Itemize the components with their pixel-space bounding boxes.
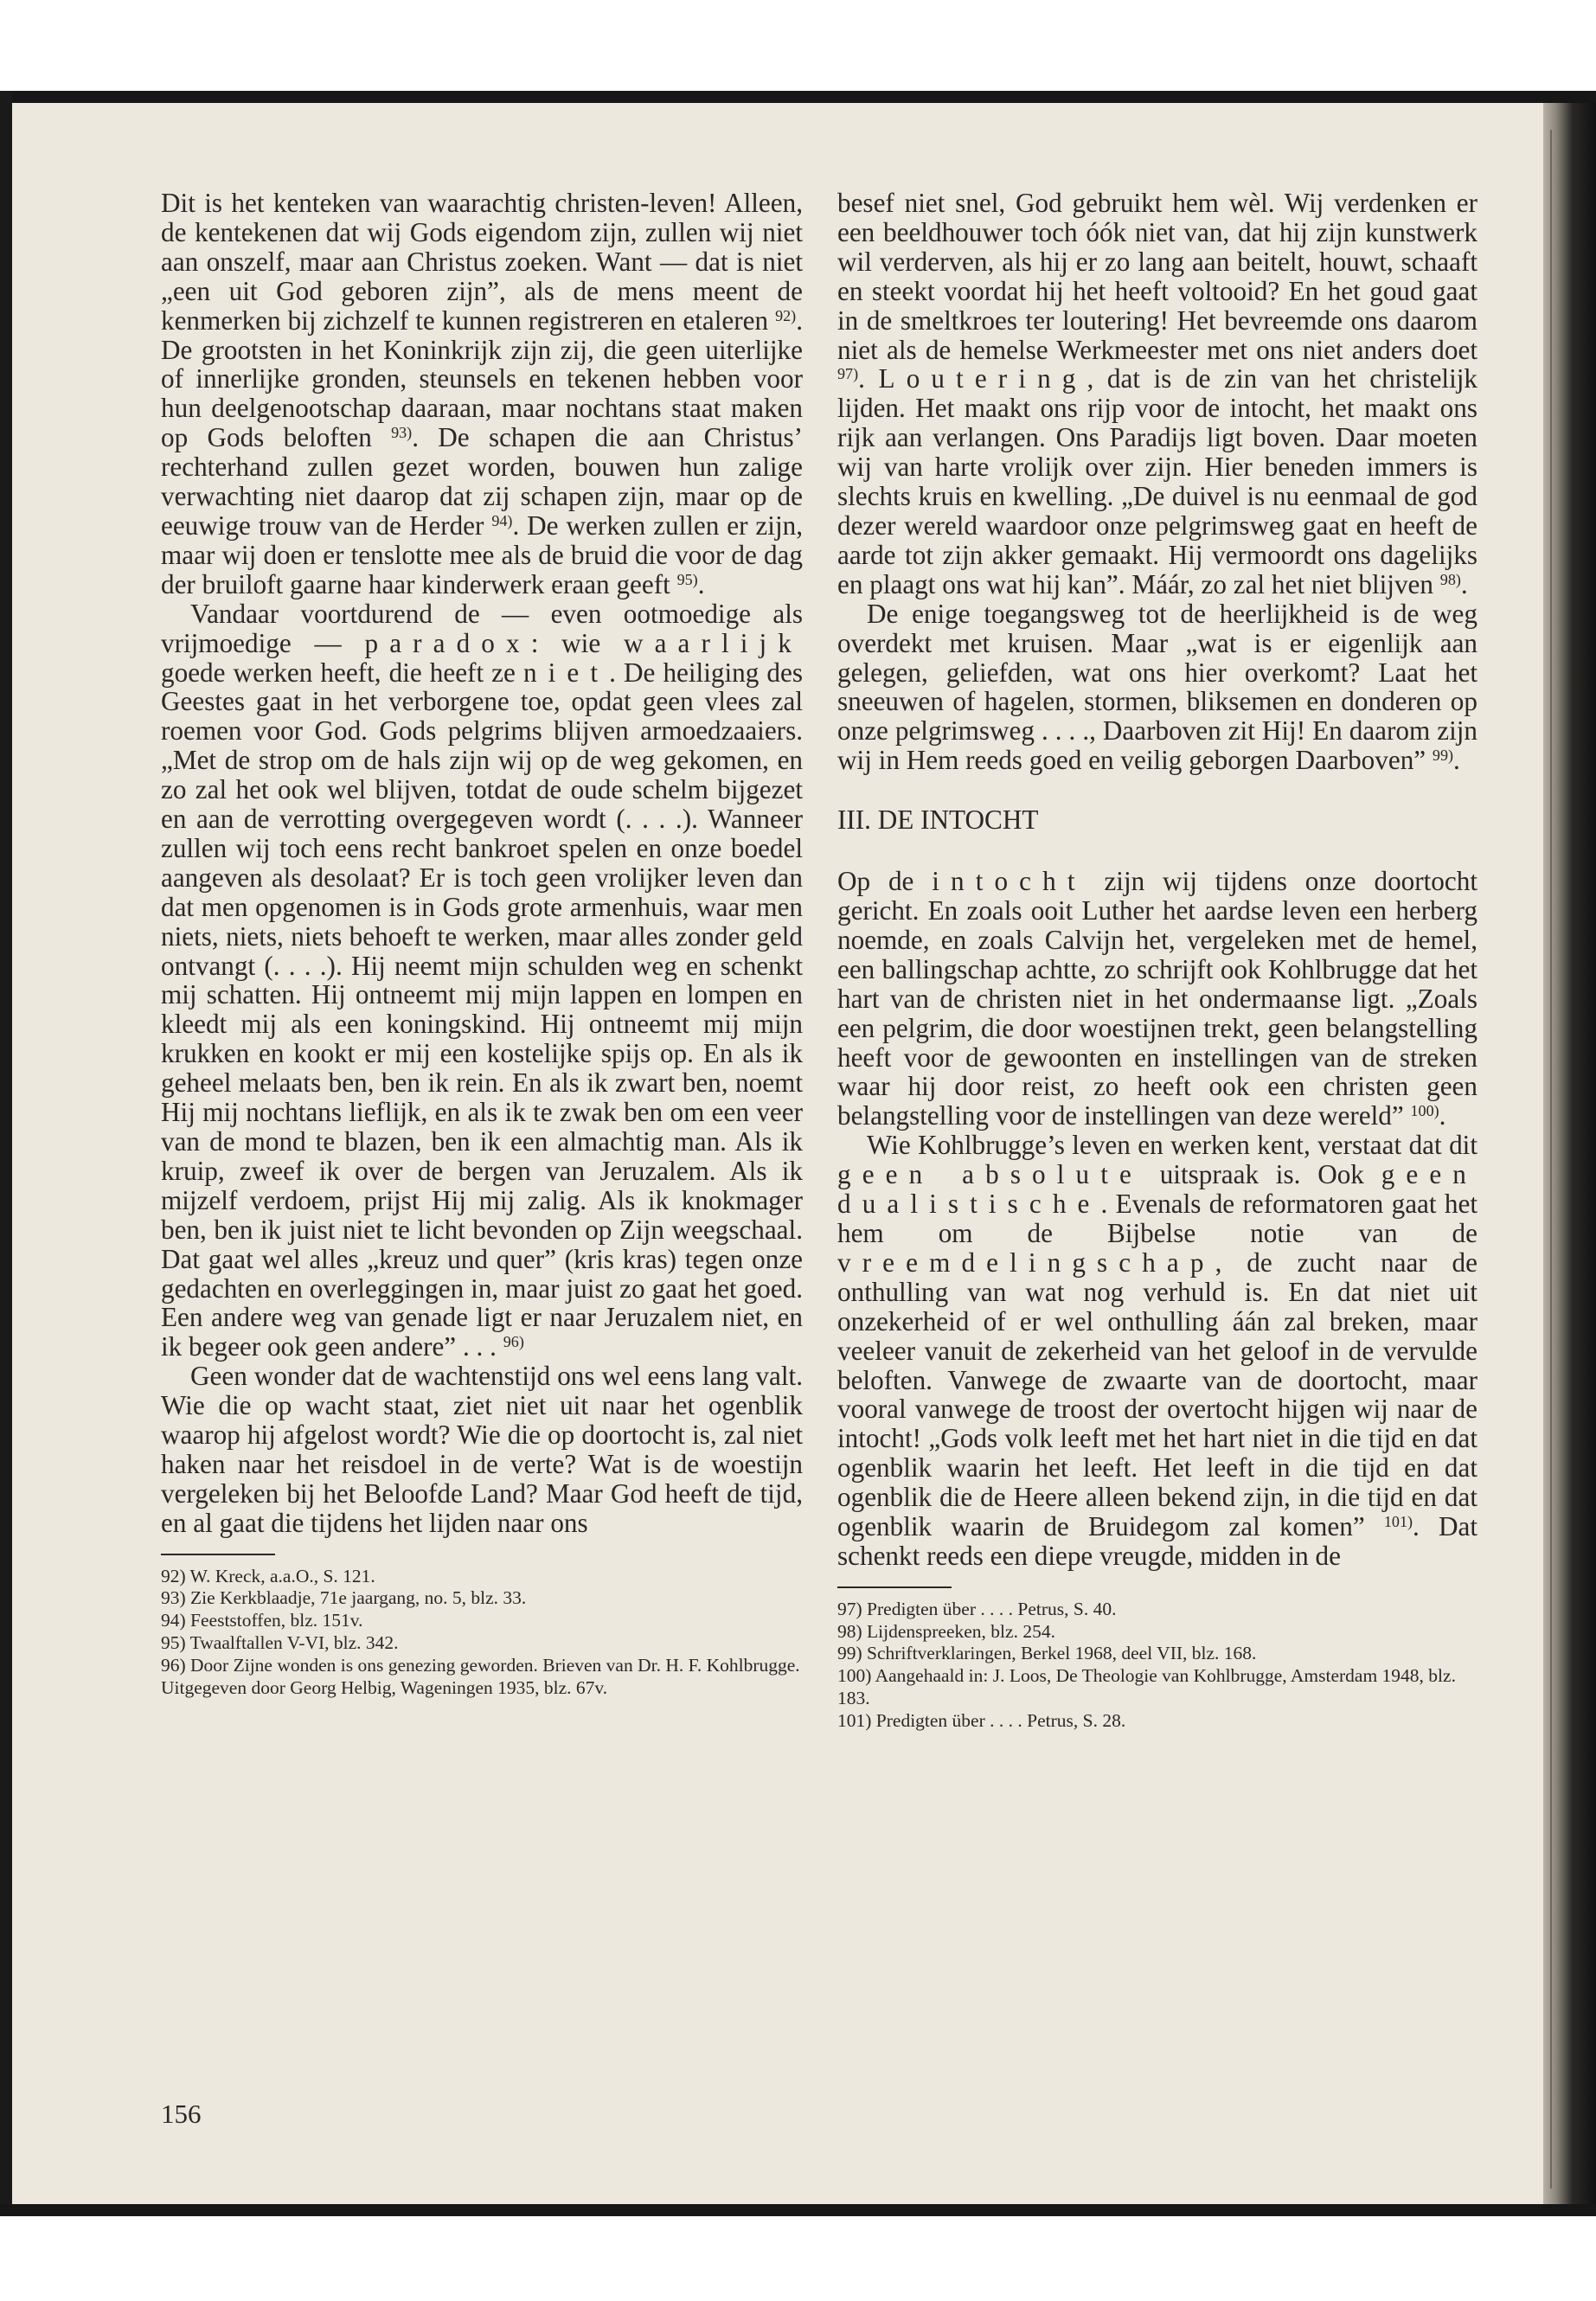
footnote: 97) Predigten über . . . . Petrus, S. 40. [837,1598,1117,1619]
spaced-emphasis: geen absolute [837,1159,1143,1190]
left-column-body [161,189,803,1538]
footnote: 92) W. Kreck, a.a.O., S. 121. [161,1565,375,1586]
right-column-body-top [837,189,1477,775]
footnote-reference[interactable]: 96) [503,1333,524,1351]
spaced-emphasis: paradox [364,627,531,658]
footnote-reference[interactable]: 95) [676,570,698,588]
footnote: 95) Twaalftallen V-VI, blz. 342. [161,1632,399,1654]
spaced-emphasis: Loutering [878,363,1087,394]
footnote-rule [161,1554,275,1555]
footnote-reference[interactable]: 94) [491,512,513,530]
paragraph: De enige toegangsweg tot de heerlijkheid is de weg overdekt met kruisen. Maar „wat is er eigenlijk aan gelegen, geliefden, wat ons hier overkomt? Laat het sneeuwen of hagelen, stormen, bliksemen en donderen op onze pelgrimsweg . . . ., Daarboven zit Hij! En daarom zijn wij in Hem reeds goed en veilig geborgen Daarboven” $^{99)}$. [837,598,1477,776]
spaced-emphasis: intocht [932,866,1086,897]
right-column-body-bottom [837,867,1477,1571]
footnote: 99) Schriftverklaringen, Berkel 1968, deel VII, blz. 168. [837,1643,1257,1664]
footnote: 96) Door Zijne wonden is ons genezing geworden. Brieven van Dr. H. F. Kohlbrugge. Uitgegeven door Georg Helbig, Wageningen 1935, blz. 67v. [161,1654,800,1698]
paragraph: Op de intocht zijn wij tijdens onze doortocht gericht. En zoals ooit Luther het aardse leven een herberg noemde, en zoals Calvijn het, vergeleken met de hemel, een ballingschap achtte, zo schrijft ook Kohlbrugge dat het hart van de christen niet in het ondermaanse ligt. „Zoals een pelgrim, die door woestijnen trekt, geen belangstelling heeft voor de gewoonten en instellingen van de streken waar hij door reist, zo heeft ook een christen geen belangstelling voor de instellingen van deze wereld” $^{100)}$. [837,866,1477,1131]
footnote-reference[interactable]: 92) [775,306,797,324]
footnote: 101) Predigten über . . . . Petrus, S. 28. [837,1709,1126,1731]
paragraph: besef niet snel, God gebruikt hem wèl. Wij verdenken er een beeldhouwer toch óók niet van, dat hij zijn kunstwerk wil verderven, als hij er zo lang aan beitelt, houwt, schaaft en steekt voordat hij het heeft voltooid? En het goud gaat in de smeltkroes ter loutering! Het bevreemde ons daarom niet als de hemelse Werkmeester met ons niet anders doet $^{97)}$. Loutering, dat is de zin van het christelijk lijden. Het maakt ons rijp voor de intocht, het maakt ons rijk aan verlangen. Ons Paradijs ligt boven. Daar moeten wij van harte vrolijk over zijn. Hier beneden immers is slechts kruis en kwelling. „De duivel is nu eenmaal de god dezer wereld waardoor onze pelgrimsweg gaat en heeft de aarde tot zijn akker gemaakt. Hij vermoordt ons dagelijks en plaagt ons wat hij kan”. Máár, zo zal het niet blijven $^{98)}$. [837,188,1477,599]
left-column [161,189,803,1699]
paragraph: Geen wonder dat de wachtenstijd ons wel eens lang valt. Wie die op wacht staat, ziet niet uit naar het ogenblik waarop hij afgelost wordt? Wie die op doortocht is, zal niet haken naar het reisdoel in de verte? Wat is de woestijn vergeleken bij het Beloofde Land? Maar God heeft de tijd, en al gaat die tijdens het lijden naar ons [161,1361,803,1538]
footnote: 94) Feeststoffen, blz. 151v. [161,1610,363,1631]
right-footnotes [837,1599,1477,1733]
scan-border-bottom [0,2204,1596,2216]
footnote-reference[interactable]: 97) [837,365,859,383]
section-heading: III. DE INTOCHT [837,804,1039,836]
paragraph: Wie Kohlbrugge’s leven en werken kent, verstaat dat dit geen absolute uitspraak is. Ook geen dualistische. Evenals de reformatoren gaat het hem om de Bijbelse notie van de vreemdelingschap, de zucht naar de onthulling van wat nog verhuld is. En dat niet uit onzekerheid of er wel onthulling áán zal breken, maar veeleer vanuit de zekerheid van het geloof in de vervulde beloften. Vanwege de zwaarte van de doortocht, maar vooral vanwege de troost der overtocht hijgen wij naar de intocht! „Gods volk leeft met het hart niet in die tijd en dat ogenblik waarin het leeft. Het leeft in die tijd en dat ogenblik die de Heere alleen bekend zijn, in die tijd en dat ogenblik waarin de Bruidegom zal komen” $^{101)}$. Dat schenkt reeds een diepe vreugde, midden in de [837,1130,1477,1571]
footnote-rule [837,1586,952,1588]
footnote: 98) Lijdenspreeken, blz. 254. [837,1620,1055,1642]
paragraph: Vandaar voortdurend de — even ootmoedige als vrijmoedige — paradox: wie waarlijk goede werken heeft, die heeft ze niet. De heiliging des Geestes gaat in het verborgene toe, opdat geen vlees zal roemen voor God. Gods pelgrims blijven armoedzaaiers. „Met de strop om de hals zijn wij op de weg gekomen, en zo zal het ook wel blijven, totdat de oude schelm bijgezet en aan de verrotting overgegeven wordt (. . . .). Wanneer zullen wij toch eens recht bankroet spelen en onze boedel aangeven als desolaat? Er is toch geen vrolijker leven dan dat men opgenomen is in Gods grote armenhuis, waar men niets, niets, niets behoeft te werken, maar alles zonder geld ontvangt (. . . .). Hij neemt mijn schulden weg en schenkt mij schatten. Hij ontneemt mij mijn lappen en lompen en kleedt mij als een koningskind. Hij ontneemt mij mijn krukken en kookt er mij een kostelijke spijs op. En als ik geheel melaats ben, ben ik rein. En als ik zwart ben, noemt Hij mij nochtans lieflijk, en als ik te zwak ben om een veer van de mond te blazen, ben ik een almachtig man. Als ik kruip, zweef ik over de bergen van Jeruzalem. Als ik mijzelf verdoem, prijst Hij mij zalig. Als ik knokmager ben, ben ik juist niet te licht bevonden op Zijn weegschaal. Dat gaat wel alles „kreuz und quer” (kris kras) tegen onze gedachten en overleggingen in, maar juist zo gaat het goed. Een andere weg van genade ligt er naar Jeruzalem niet, en ik begeer ook geen andere” . . . $^{96)}$ [161,598,803,1362]
spaced-emphasis: geen dualistische [837,1159,1477,1220]
footnote: 100) Aangehaald in: J. Loos, De Theologie van Kohlbrugge, Amsterdam 1948, blz. 183. [837,1665,1456,1709]
footnote-reference[interactable]: 98) [1439,570,1461,588]
paragraph: Dit is het kenteken van waarachtig christen-leven! Alleen, de kentekenen dat wij Gods eigendom zijn, zullen wij niet aan onszelf, maar aan Christus zoeken. Want — dat is niet „een uit God geboren zijn”, als de mens meent de kenmerken bij zichzelf te kunnen registreren en etaleren $^{92)}$. De grootsten in het Koninkrijk zijn zij, die geen uiterlijke of innerlijke gronden, steunsels en tekenen hebben voor hun deelgenootschap daaraan, maar nochtans staat maken op Gods beloften $^{93)}$. De schapen die aan Christus’ rechterhand zullen gezet worden, bouwen hun zalige verwachting niet daarop dat zij schapen zijn, maar op de eeuwige trouw van de Herder $^{94)}$. De werken zullen er zijn, maar wij doen er tenslotte mee als de bruid die voor de dag der bruiloft gaarne haar kinderwerk eraan geeft $^{95)}$. [161,188,804,599]
spaced-emphasis: waarlijk [623,627,803,658]
page-number: 156 [161,2099,202,2129]
footnote: 93) Zie Kerkblaadje, 71e jaargang, no. 5, blz. 33. [161,1587,527,1609]
spaced-emphasis: vreemdelingschap [837,1247,1215,1278]
scan-border-left [0,91,12,2214]
page-edge-line [1550,130,1552,2189]
right-column [837,189,1477,1733]
left-footnotes [161,1566,803,1700]
spaced-emphasis: niet [522,657,610,688]
scan-border-top [0,91,1596,103]
footnote-reference[interactable]: 99) [1432,747,1454,765]
footnote-reference[interactable]: 101) [1383,1513,1413,1531]
footnote-reference[interactable]: 93) [391,424,413,442]
footnote-reference[interactable]: 100) [1410,1102,1439,1120]
